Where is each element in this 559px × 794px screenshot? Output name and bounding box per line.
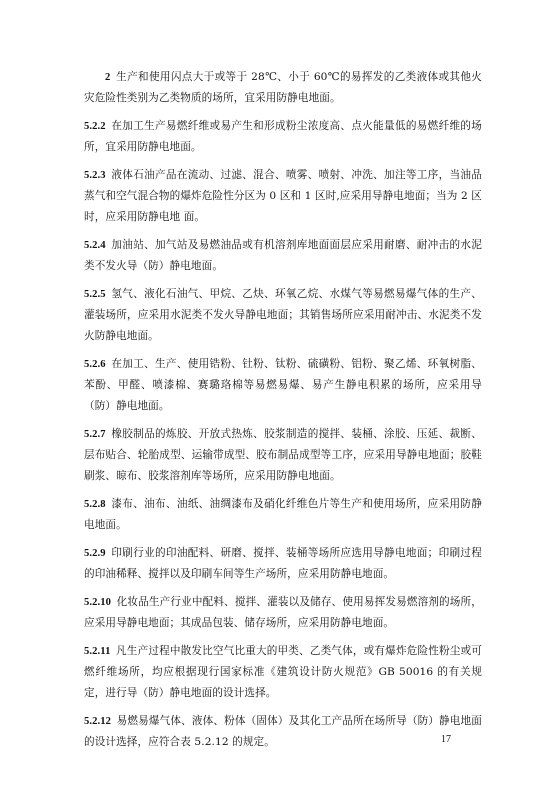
clause-number: 5.2.12: [84, 716, 112, 727]
clause-text: 氢气、液化石油气、甲烷、乙炔、环氧乙烷、水煤气等易燃易爆气体的生产、灌装场所，应采用水泥类不发火导静电地面；其销售场所应采用耐冲击、水泥类不发火防静电地面。: [84, 288, 482, 342]
clause-text: 漆布、油布、油纸、油绸漆布及硝化纤维色片等生产和使用场所，应采用防静电地面。: [84, 498, 482, 531]
clause-number: 5.2.6: [84, 359, 106, 370]
clause-text: 在加工生产易燃纤维或易产生和形成粉尘浓度高、点火能量低的易燃纤维的场所，宜采用防静电地面。: [84, 120, 482, 153]
clause-text: 化妆品生产行业中配料、搅拌、灌装以及储存、使用易挥发易燃溶剂的场所，应采用导静电地面；其成品包装、储存场所，应采用防静电地面。: [84, 596, 482, 629]
clause-number: 5.2.2: [84, 121, 106, 132]
clause-number: 5.2.7: [84, 429, 106, 440]
clause-number: 5.2.4: [84, 240, 106, 251]
clause-paragraph: [84, 592, 482, 634]
clause-paragraph: [84, 543, 482, 585]
clause-text: 印刷行业的印油配料、研磨、搅拌、装桶等场所应选用导静电地面；印刷过程的印油稀释、搅拌以及印刷车间等生产场所，应采用防静电地面。: [84, 547, 482, 580]
clause-text: 橡胶制品的炼胶、开放式热炼、胶浆制造的搅拌、装桶、涂胶、压延、裁断、层布贴合、轮胎成型、运输带成型、胶布制品成型等工序，应采用导静电地面；胶鞋刷浆、晾布、胶浆溶剂库等场所，应采用防静电地面。: [84, 428, 482, 482]
page-number: 17: [441, 734, 451, 745]
clause-text: 在加工、生产、使用锆粉、钍粉、钛粉、硫磺粉、铝粉、聚乙烯、环氧树脂、苯酚、甲醛、喷漆棉、赛璐珞棉等易燃易爆、易产生静电积累的场所，应采用导（防）静电地面。: [84, 358, 482, 412]
clause-number: 5.2.9: [84, 548, 106, 559]
clause-text: 易燃易爆气体、液体、粉体（固体）及其化工产品所在场所导（防）静电地面的设计选择，应符合表 5.2.12 的规定。: [84, 715, 482, 748]
clause-paragraph: [84, 284, 482, 347]
clause-text: 液体石油产品在流动、过滤、混合、喷雾、喷射、冲洗、加注等工序，当油品蒸气和空气混合物的爆炸危险性分区为 0 区和 1 区时,应采用导静电地面；当为 2 区时，应采用防静电地 面。: [84, 169, 482, 223]
clause-paragraph: [84, 641, 482, 704]
clause-text: 生产和使用闪点大于或等于 28℃、小于 60℃的易挥发的乙类液体或其他火灾危险性类别为乙类物质的场所，宜采用防静电地面。: [84, 71, 482, 104]
clause-paragraph: [84, 67, 482, 109]
clause-paragraph: [84, 494, 482, 536]
clause-paragraph: [84, 711, 482, 753]
clause-number: 5.2.10: [84, 597, 112, 608]
clause-text: 凡生产过程中散发比空气比重大的甲类、乙类气体，或有爆炸危险性粉尘或可燃纤维场所，均应根据现行国家标准《建筑设计防火规范》GB 50016 的有关规定，进行导（防）静电地面的设计选择。: [84, 645, 482, 699]
clause-paragraph: [84, 165, 482, 228]
clause-paragraph: [84, 116, 482, 158]
clause-text: 加油站、加气站及易燃油品或有机溶剂库地面面层应采用耐磨、耐冲击的水泥类不发火导（防）静电地面。: [84, 239, 482, 272]
clause-paragraph: [84, 354, 482, 417]
clause-number: 5.2.3: [84, 170, 106, 181]
clause-number: 5.2.8: [84, 499, 106, 510]
clause-number: 5.2.11: [84, 646, 111, 657]
clause-number: 2: [105, 72, 111, 83]
clause-paragraph: [84, 235, 482, 277]
page-content: [84, 67, 482, 760]
clause-paragraph: [84, 424, 482, 487]
clause-number: 5.2.5: [84, 289, 106, 300]
